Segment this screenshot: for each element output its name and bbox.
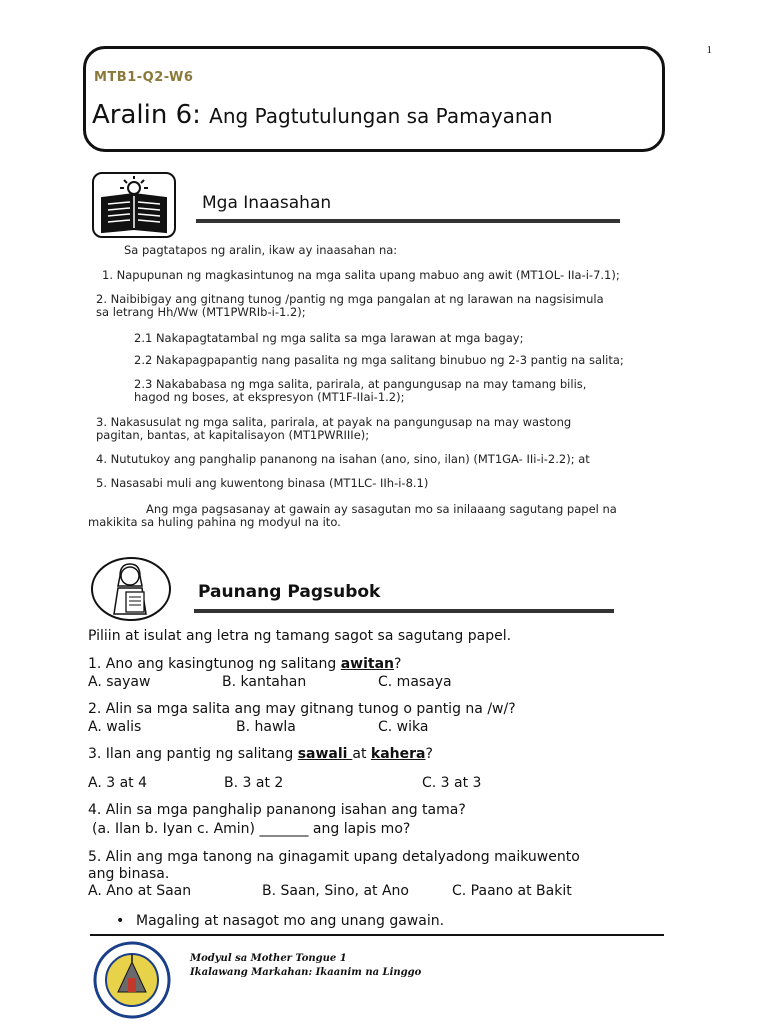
lesson-title [92, 100, 553, 130]
objective-1: 1. Napupunan ng magkasintunog na mga salita upang mabuo ang awit (MT1OL- IIa-i-7.1); [102, 268, 620, 282]
q3-choice-b: B. 3 at 2 [224, 775, 284, 791]
objective-5: 5. Nasasabi muli ang kuwentong binasa (MT1LC- IIh-i-8.1) [96, 476, 429, 490]
pretest-rule [194, 609, 614, 613]
division-seal-logo [88, 940, 176, 1020]
objective-2-3-cont: hagod ng boses, at ekspresyon (MT1F-IIai-1.2); [134, 390, 405, 404]
expectations-closing-1: Ang mga pagsasanay at gawain ay sasagutan mo sa inilaaang sagutang papel na [146, 502, 617, 516]
lesson-label: Aralin 6: [92, 100, 201, 130]
question-1: 1. Ano ang kasingtunog ng salitang awitan? [88, 656, 402, 672]
question-2: 2. Alin sa mga salita ang may gitnang tunog o pantig na /w/? [88, 701, 516, 717]
q3-choice-c: C. 3 at 3 [422, 775, 482, 791]
expectations-intro: Sa pagtatapos ng aralin, ikaw ay inaasahan na: [124, 243, 398, 257]
q2-choice-a: A. walis [88, 719, 142, 735]
expectations-rule [196, 219, 620, 223]
question-4-options: (a. Ilan b. Iyan c. Amin) _______ ang lapis mo? [92, 821, 411, 837]
objective-3-cont: pagitan, bantas, at kapitalisayon (MT1PWRIIIe); [96, 428, 370, 442]
footer-quarter-week: Ikalawang Markahan: Ikaanim na Linggo [190, 967, 422, 978]
objective-2-3: 2.3 Nakababasa ng mga salita, parirala, at pangungusap na may tamang bilis, [134, 377, 587, 391]
q5-choice-b: B. Saan, Sino, at Ano [262, 883, 409, 899]
q1-choice-c: C. masaya [378, 674, 452, 690]
question-5-cont: ang binasa. [88, 866, 170, 882]
q2-choice-b: B. hawla [236, 719, 296, 735]
lesson-header-box [83, 46, 665, 152]
question-1-keyword: awitan [340, 656, 395, 672]
objective-2: 2. Naibibigay ang gitnang tunog /pantig ng mga pangalan at ng larawan na nagsisimula [96, 292, 604, 306]
bullet-text: Magaling at nasagot mo ang unang gawain. [136, 913, 445, 929]
question-3-keyword-1: sawali [297, 746, 353, 762]
objective-4: 4. Nututukoy ang panghalip pananong na isahan (ano, sino, ilan) (MT1GA- IIi-i-2.2); at [96, 452, 590, 466]
expectations-title: Mga Inaasahan [202, 193, 332, 213]
q3-choice-a: A. 3 at 4 [88, 775, 148, 791]
objective-2-2: 2.2 Nakapagpapantig nang pasalita ng mga salitang binubuo ng 2-3 pantig na salita; [134, 353, 624, 367]
pretest-title: Paunang Pagsubok [198, 582, 381, 602]
q5-choice-c: C. Paano at Bakit [452, 883, 572, 899]
q2-choice-c: C. wika [378, 719, 429, 735]
book-lightbulb-icon [92, 172, 176, 238]
lesson-subtitle: Ang Pagtutulungan sa Pamayanan [209, 104, 553, 128]
question-4: 4. Alin sa mga panghalip pananong isahan ang tama? [88, 802, 466, 818]
objective-3: 3. Nakasusulat ng mga salita, parirala, at payak na pangungusap na may wastong [96, 415, 572, 429]
q1-choice-b: B. kantahan [222, 674, 307, 690]
objective-2-cont: sa letrang Hh/Ww (MT1PWRIb-i-1.2); [96, 305, 306, 319]
question-3-keyword-2: kahera [370, 746, 426, 762]
question-3: 3. Ilan ang pantig ng salitang sawali at kahera? [88, 746, 433, 762]
q5-choice-a: A. Ano at Saan [88, 883, 192, 899]
question-5: 5. Alin ang mga tanong na ginagamit upang detalyadong maikuwento [88, 849, 580, 865]
footer-rule [90, 934, 664, 936]
objective-2-1: 2.1 Nakapagtatambal ng mga salita sa mga larawan at mga bagay; [134, 331, 524, 345]
module-code: MTB1-Q2-W6 [94, 70, 194, 85]
page-number: 1 [706, 44, 712, 56]
reading-girl-icon [90, 556, 172, 622]
pretest-instruction: Piliin at isulat ang letra ng tamang sagot sa sagutang papel. [88, 628, 512, 644]
q1-choice-a: A. sayaw [88, 674, 151, 690]
expectations-closing-2: makikita sa huling pahina ng modyul na ito. [88, 515, 341, 529]
bullet-dot: • [116, 913, 125, 929]
footer-module-title: Modyul sa Mother Tongue 1 [190, 953, 347, 964]
